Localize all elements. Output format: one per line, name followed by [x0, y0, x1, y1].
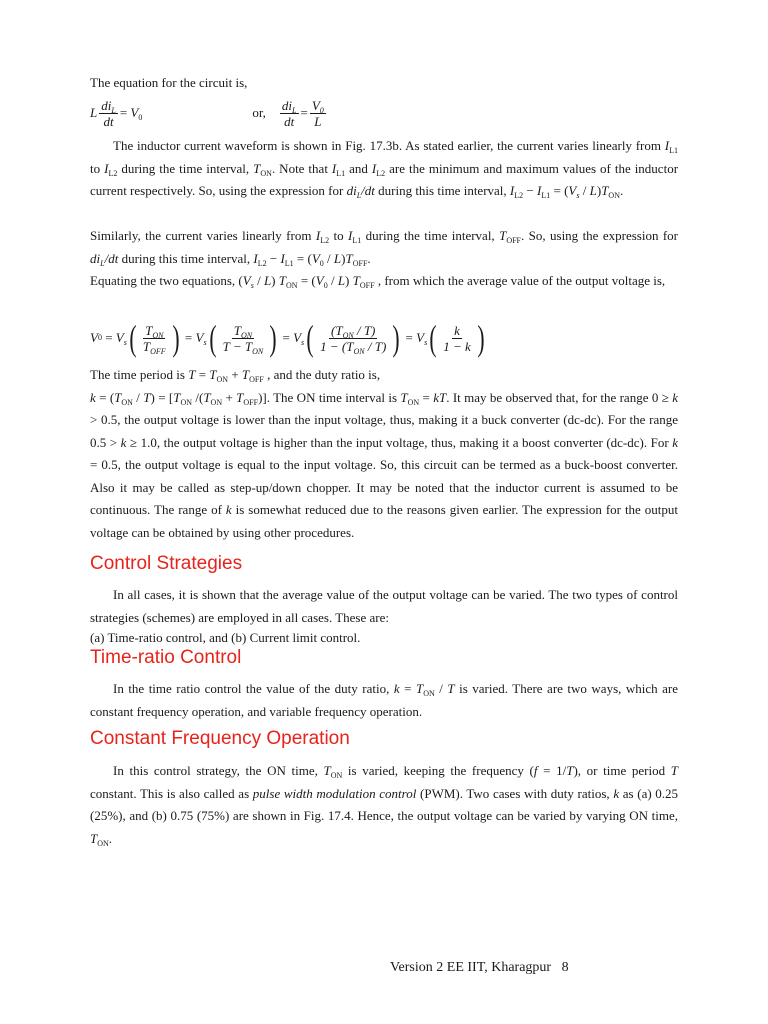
heading-time-ratio-control: Time-ratio Control — [90, 647, 242, 668]
heading-control-strategies: Control Strategies — [90, 553, 243, 574]
equation-circuit: L $\frac{di_L}{dt}$ = $V_0$ or, $\frac{di_L}{dt}$ = $\frac{V_0}{L}$ — [90, 97, 324, 129]
heading-constant-frequency: Constant Frequency Operation — [90, 728, 350, 749]
paragraph-control-strategies — [90, 584, 678, 647]
control-strategies-list: (a) Time-ratio control, and (b) Current limit control. — [90, 630, 361, 645]
paragraph-time-period: The time period is $T = T_{ON} + T_{OFF}$ , and the duty ratio is, $k = (T_{ON} / T) = [T_{ON}$ $/(T_{ON} + T_{OFF})$]. The ON time interval is $T_{ON}$ = kT. It may be observed that, for the range 0 ≥ k > 0.5, the output voltage is lower than the input voltage, thus, making it a buck converter (dc-dc). For the range 0.5 > k ≥ 1.0, the output voltage is higher than the input voltage, thus, making it a boost converter (dc-dc). For k = 0.5, the output voltage is equal to the input voltage. So, this circuit can be termed as a buck-boost converter. Also it may be called as step-up/down chopper. It may be noted that the inductor current is assumed to be continuous. The range of k is somewhat reduced due to the reasons given earlier. The expression for the output voltage can be obtained by using other procedures. — [90, 367, 679, 540]
intro-paragraph — [90, 72, 678, 95]
paragraph-equating: Equating the two equations, $(V_s / L) T_{ON} = (V_0 / L)$ $T_{OFF}$ , from which the average value of the output voltage is, — [90, 273, 666, 290]
paragraph-time-ratio: In the time ratio control the value of the duty ratio, $k = T_{ON} / T$ is varied. There are two ways, which are constant frequency operation, and variable frequency operation. — [90, 681, 679, 719]
page-footer: Version 2 EE IIT, Kharagpur 8 — [390, 960, 569, 975]
equation-output-voltage: V 0 = $V_s$ ( $\frac{T_{ON}}{T_{OFF}}$ ) = $V_s$ ( $\frac{T_{ON}}{T - T_{ON}}$ ) = $V_s$ ( $\frac{(T_{ON} / T)}{1 - (T_{ON} / T)}$ ) = $V_s$ ( $\frac{k}{1 - k}$ ) — [90, 318, 485, 358]
paragraph-similarly: Similarly, the current varies linearly from $I_{L2}$ to $I_{L1}$ during the time interval, $T_{OFF}$. So, using the expression for $di_L/dt$ during this time interval, $I_{L2} - I_{L1} = (V_0 / L)T_{OFF}$. — [90, 228, 678, 268]
intro-text: The equation for the circuit is, — [90, 75, 248, 90]
paragraph-inductor-current: The inductor current waveform is shown in Fig. 17.3b. As stated earlier, the current varies linearly from $I_{L1}$ to $I_{L2}$ during the time interval, $T_{ON}$. Note that $I_{L1}$ and $I_{L2}$ are the minimum and maximum values of the inductor current respectively. So, using the expression for $di_L/dt$ during this time interval, $I_{L2} - I_{L1} = (V_s / L)T_{ON}$. — [90, 138, 679, 200]
paragraph-constant-frequency: In this control strategy, the ON time, $T_{ON}$ is varied, keeping the frequency (f = 1/T), or time period T constant. This is also called as pulse width modulation control (PWM). Two cases with duty ratios, k as (a) 0.25 (25%), and (b) 0.75 (75%) are shown in Fig. 17.4. Hence, the output voltage can be varied by varying ON time, $T_{ON}$. — [90, 763, 679, 848]
control-strategies-text: In all cases, it is shown that the average value of the output voltage can be varied. The two types of control strategies (schemes) are employed in all cases. These are: — [90, 587, 678, 625]
eq-or-label: or, — [252, 105, 266, 120]
